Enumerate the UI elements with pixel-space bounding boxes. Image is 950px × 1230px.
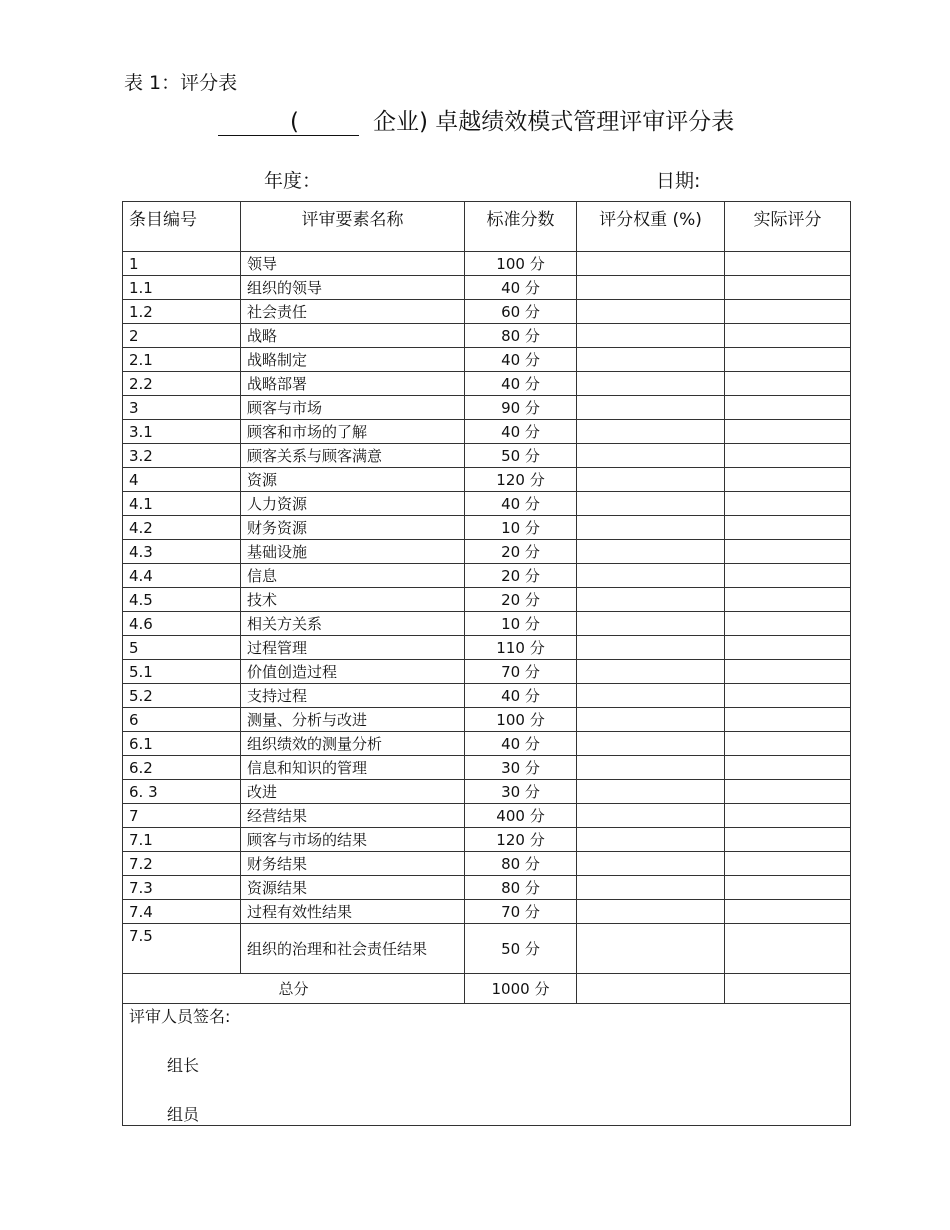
row-weight-cell[interactable] xyxy=(577,636,725,660)
row-actual-score-cell[interactable] xyxy=(725,300,851,324)
table-row xyxy=(123,756,851,780)
table-row xyxy=(123,492,851,516)
row-standard-score: 120 分 xyxy=(465,828,577,852)
row-standard-score: 100 分 xyxy=(465,708,577,732)
row-name: 社会责任 xyxy=(241,300,465,324)
row-code: 1 xyxy=(123,252,241,276)
row-name: 组织的领导 xyxy=(241,276,465,300)
row-name: 顾客和市场的了解 xyxy=(241,420,465,444)
row-name: 改进 xyxy=(241,780,465,804)
table-row xyxy=(123,540,851,564)
row-name: 相关方关系 xyxy=(241,612,465,636)
row-code: 1.1 xyxy=(123,276,241,300)
table-row xyxy=(123,348,851,372)
row-code: 2 xyxy=(123,324,241,348)
row-name: 组织绩效的测量分析 xyxy=(241,732,465,756)
title-open-paren: ( xyxy=(290,109,299,135)
row-name: 战略制定 xyxy=(241,348,465,372)
title-blank-1[interactable] xyxy=(218,109,290,136)
row-actual-score-cell[interactable] xyxy=(725,516,851,540)
row-actual-score-cell[interactable] xyxy=(725,780,851,804)
row-code: 7.2 xyxy=(123,852,241,876)
table-row xyxy=(123,732,851,756)
table-row xyxy=(123,564,851,588)
row-code: 5.2 xyxy=(123,684,241,708)
row-code: 4 xyxy=(123,468,241,492)
row-standard-score: 50 分 xyxy=(465,444,577,468)
row-actual-score-cell[interactable] xyxy=(725,396,851,420)
row-code: 4.5 xyxy=(123,588,241,612)
row-standard-score: 400 分 xyxy=(465,804,577,828)
row-name: 人力资源 xyxy=(241,492,465,516)
table-row xyxy=(123,420,851,444)
row-name: 顾客与市场 xyxy=(241,396,465,420)
row-name: 技术 xyxy=(241,588,465,612)
row-code: 6.2 xyxy=(123,756,241,780)
row-weight-cell[interactable] xyxy=(577,540,725,564)
row-name: 测量、分析与改进 xyxy=(241,708,465,732)
row-standard-score: 40 分 xyxy=(465,492,577,516)
score-table xyxy=(122,201,851,1126)
table-row xyxy=(123,636,851,660)
total-label: 总分 xyxy=(123,974,465,1004)
row-weight-cell[interactable] xyxy=(577,852,725,876)
table-row xyxy=(123,276,851,300)
row-name: 基础设施 xyxy=(241,540,465,564)
table-row xyxy=(123,876,851,900)
row-actual-score-cell[interactable] xyxy=(725,252,851,276)
row-actual-score-cell[interactable] xyxy=(725,444,851,468)
row-standard-score: 90 分 xyxy=(465,396,577,420)
row-standard-score: 100 分 xyxy=(465,252,577,276)
row-actual-score-cell[interactable] xyxy=(725,924,851,974)
row-name: 经营结果 xyxy=(241,804,465,828)
row-standard-score: 10 分 xyxy=(465,612,577,636)
row-weight-cell[interactable] xyxy=(577,516,725,540)
table-row xyxy=(123,588,851,612)
row-code: 7.1 xyxy=(123,828,241,852)
row-weight-cell[interactable] xyxy=(577,324,725,348)
row-code: 4.3 xyxy=(123,540,241,564)
row-code: 6.1 xyxy=(123,732,241,756)
total-actual-score-cell[interactable] xyxy=(725,974,851,1004)
table-row xyxy=(123,444,851,468)
row-actual-score-cell[interactable] xyxy=(725,804,851,828)
table-row xyxy=(123,828,851,852)
row-actual-score-cell[interactable] xyxy=(725,828,851,852)
row-standard-score: 40 分 xyxy=(465,684,577,708)
row-standard-score: 80 分 xyxy=(465,324,577,348)
row-weight-cell[interactable] xyxy=(577,900,725,924)
row-actual-score-cell[interactable] xyxy=(725,420,851,444)
row-code: 1.2 xyxy=(123,300,241,324)
row-weight-cell[interactable] xyxy=(577,756,725,780)
row-weight-cell[interactable] xyxy=(577,804,725,828)
signature-title: 评审人员签名: xyxy=(129,1007,231,1026)
row-weight-cell[interactable] xyxy=(577,372,725,396)
row-weight-cell[interactable] xyxy=(577,300,725,324)
row-weight-cell[interactable] xyxy=(577,732,725,756)
table-row xyxy=(123,516,851,540)
row-actual-score-cell[interactable] xyxy=(725,540,851,564)
row-weight-cell[interactable] xyxy=(577,396,725,420)
row-weight-cell[interactable] xyxy=(577,612,725,636)
row-standard-score: 80 分 xyxy=(465,876,577,900)
header-name: 评审要素名称 xyxy=(241,202,465,252)
row-name: 支持过程 xyxy=(241,684,465,708)
table-row xyxy=(123,468,851,492)
row-standard-score: 80 分 xyxy=(465,852,577,876)
row-weight-cell[interactable] xyxy=(577,492,725,516)
row-name: 资源结果 xyxy=(241,876,465,900)
table-row xyxy=(123,660,851,684)
table-row xyxy=(123,300,851,324)
row-weight-cell[interactable] xyxy=(577,708,725,732)
row-name: 财务结果 xyxy=(241,852,465,876)
row-code: 2.1 xyxy=(123,348,241,372)
row-weight-cell[interactable] xyxy=(577,252,725,276)
table-row xyxy=(123,324,851,348)
row-standard-score: 40 分 xyxy=(465,276,577,300)
row-name: 价值创造过程 xyxy=(241,660,465,684)
row-weight-cell[interactable] xyxy=(577,780,725,804)
row-standard-score: 120 分 xyxy=(465,468,577,492)
row-weight-cell[interactable] xyxy=(577,828,725,852)
row-name: 过程有效性结果 xyxy=(241,900,465,924)
table-row xyxy=(123,780,851,804)
row-actual-score-cell[interactable] xyxy=(725,900,851,924)
row-actual-score-cell[interactable] xyxy=(725,324,851,348)
signature-leader-label: 组长 xyxy=(167,1056,200,1075)
row-weight-cell[interactable] xyxy=(577,420,725,444)
table-caption: 表 1：评分表 xyxy=(124,72,238,94)
table-row xyxy=(123,252,851,276)
row-weight-cell[interactable] xyxy=(577,924,725,974)
row-weight-cell[interactable] xyxy=(577,444,725,468)
row-name: 顾客关系与顾客满意 xyxy=(241,444,465,468)
table-row xyxy=(123,708,851,732)
row-standard-score: 60 分 xyxy=(465,300,577,324)
table-header-row xyxy=(123,202,851,252)
row-actual-score-cell[interactable] xyxy=(725,756,851,780)
row-standard-score: 110 分 xyxy=(465,636,577,660)
row-name: 资源 xyxy=(241,468,465,492)
row-code: 4.1 xyxy=(123,492,241,516)
row-actual-score-cell[interactable] xyxy=(725,276,851,300)
row-actual-score-cell[interactable] xyxy=(725,348,851,372)
row-code: 6 xyxy=(123,708,241,732)
row-standard-score: 40 分 xyxy=(465,420,577,444)
row-code: 2.2 xyxy=(123,372,241,396)
table-row xyxy=(123,684,851,708)
row-code: 3.1 xyxy=(123,420,241,444)
row-actual-score-cell[interactable] xyxy=(725,636,851,660)
year-label: 年度： xyxy=(264,170,322,192)
row-weight-cell[interactable] xyxy=(577,684,725,708)
row-code: 7 xyxy=(123,804,241,828)
row-name: 信息和知识的管理 xyxy=(241,756,465,780)
row-standard-score: 50 分 xyxy=(465,924,577,974)
row-code: 7.5 xyxy=(123,924,241,974)
row-code: 5 xyxy=(123,636,241,660)
row-weight-cell[interactable] xyxy=(577,660,725,684)
signature-cell[interactable] xyxy=(123,1004,851,1126)
row-code: 5.1 xyxy=(123,660,241,684)
row-actual-score-cell[interactable] xyxy=(725,588,851,612)
table-row xyxy=(123,804,851,828)
row-standard-score: 70 分 xyxy=(465,900,577,924)
row-actual-score-cell[interactable] xyxy=(725,684,851,708)
row-code: 7.4 xyxy=(123,900,241,924)
row-actual-score-cell[interactable] xyxy=(725,876,851,900)
row-code: 4.2 xyxy=(123,516,241,540)
row-actual-score-cell[interactable] xyxy=(725,564,851,588)
header-actual-score: 实际评分 xyxy=(725,202,851,252)
row-weight-cell[interactable] xyxy=(577,564,725,588)
row-name: 信息 xyxy=(241,564,465,588)
row-standard-score: 20 分 xyxy=(465,564,577,588)
header-weight: 评分权重 (%) xyxy=(577,202,725,252)
row-weight-cell[interactable] xyxy=(577,348,725,372)
row-standard-score: 20 分 xyxy=(465,540,577,564)
row-standard-score: 40 分 xyxy=(465,348,577,372)
row-actual-score-cell[interactable] xyxy=(725,852,851,876)
document-title xyxy=(218,104,734,136)
signature-member-label: 组员 xyxy=(167,1105,200,1124)
table-row xyxy=(123,612,851,636)
row-name: 顾客与市场的结果 xyxy=(241,828,465,852)
row-standard-score: 40 分 xyxy=(465,732,577,756)
date-label: 日期: xyxy=(656,170,701,192)
row-code: 6. 3 xyxy=(123,780,241,804)
signature-row xyxy=(123,1004,851,1126)
header-standard-score: 标准分数 xyxy=(465,202,577,252)
table-row xyxy=(123,372,851,396)
total-standard-score: 1000 分 xyxy=(465,974,577,1004)
row-standard-score: 20 分 xyxy=(465,588,577,612)
row-standard-score: 70 分 xyxy=(465,660,577,684)
row-actual-score-cell[interactable] xyxy=(725,732,851,756)
header-code: 条目编号 xyxy=(123,202,241,252)
row-code: 3 xyxy=(123,396,241,420)
table-row xyxy=(123,852,851,876)
row-name: 组织的治理和社会责任结果 xyxy=(241,924,465,974)
table-row xyxy=(123,900,851,924)
row-code: 7.3 xyxy=(123,876,241,900)
row-weight-cell[interactable] xyxy=(577,276,725,300)
row-standard-score: 30 分 xyxy=(465,780,577,804)
row-name: 战略部署 xyxy=(241,372,465,396)
row-name: 领导 xyxy=(241,252,465,276)
row-name: 财务资源 xyxy=(241,516,465,540)
table-row xyxy=(123,924,851,974)
row-weight-cell[interactable] xyxy=(577,468,725,492)
row-code: 4.6 xyxy=(123,612,241,636)
row-standard-score: 10 分 xyxy=(465,516,577,540)
row-actual-score-cell[interactable] xyxy=(725,708,851,732)
title-text: 企业) 卓越绩效模式管理评审评分表 xyxy=(372,109,735,135)
table-row xyxy=(123,396,851,420)
row-standard-score: 30 分 xyxy=(465,756,577,780)
row-actual-score-cell[interactable] xyxy=(725,660,851,684)
row-actual-score-cell[interactable] xyxy=(725,372,851,396)
row-weight-cell[interactable] xyxy=(577,588,725,612)
total-weight-cell[interactable] xyxy=(577,974,725,1004)
row-actual-score-cell[interactable] xyxy=(725,612,851,636)
row-code: 4.4 xyxy=(123,564,241,588)
total-row xyxy=(123,974,851,1004)
row-actual-score-cell[interactable] xyxy=(725,492,851,516)
row-actual-score-cell[interactable] xyxy=(725,468,851,492)
row-name: 战略 xyxy=(241,324,465,348)
row-code: 3.2 xyxy=(123,444,241,468)
row-name: 过程管理 xyxy=(241,636,465,660)
row-standard-score: 40 分 xyxy=(465,372,577,396)
title-blank-2[interactable] xyxy=(299,109,359,136)
row-weight-cell[interactable] xyxy=(577,876,725,900)
